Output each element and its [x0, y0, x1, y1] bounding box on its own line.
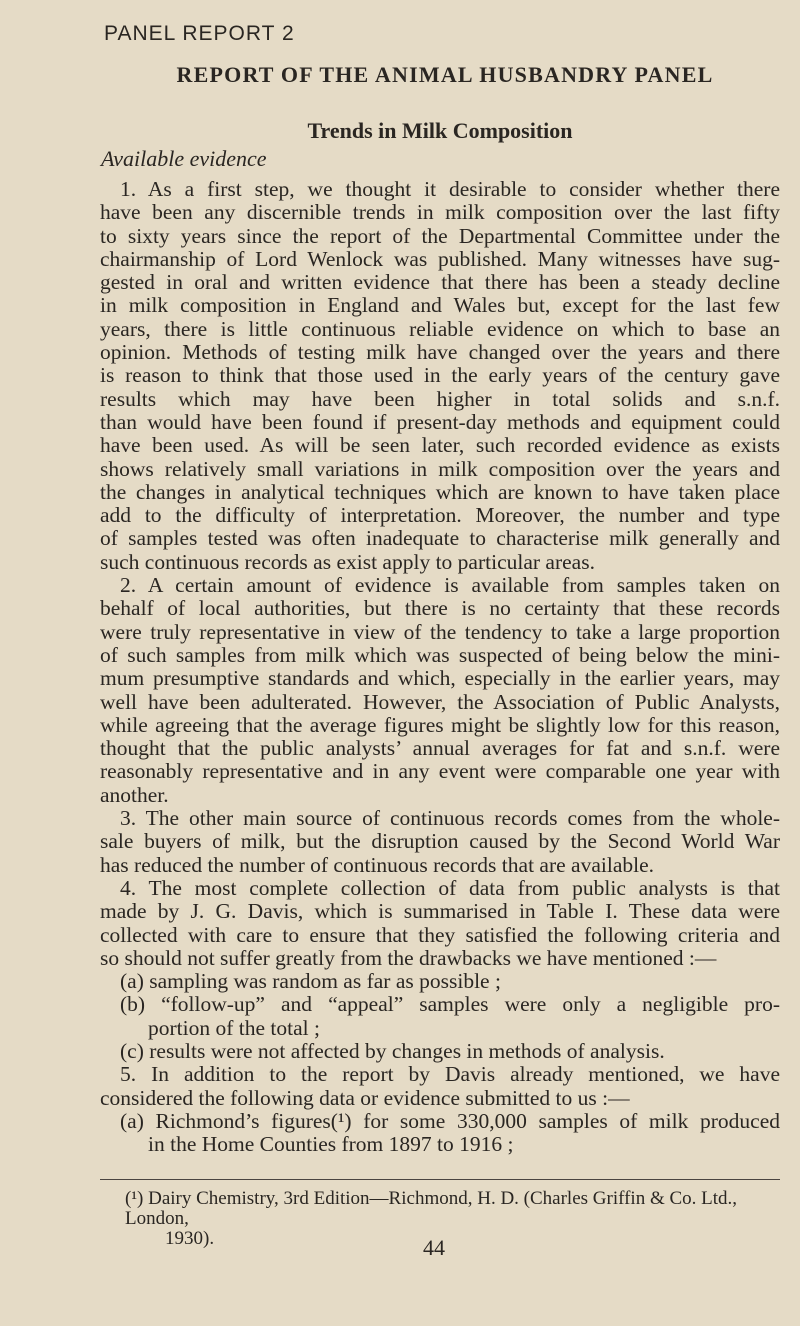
text-line: shows relatively small variations in milk composition over the years and	[100, 456, 780, 481]
section-title: Trends in Milk Composition	[307, 118, 573, 143]
text-line: were truly representative in view of the tendency to take a large proportion	[100, 619, 780, 644]
text-line: another.	[100, 782, 169, 807]
text-line: considered the following data or evidence submitted to us :—	[100, 1085, 630, 1110]
text-line: have been any discernible trends in milk composition over the last fifty	[100, 200, 780, 225]
text-line: in milk composition in England and Wales but, except for the last few	[100, 293, 780, 318]
text-line: gested in oral and written evidence that there has been a steady decline	[100, 270, 780, 295]
running-head: PANEL REPORT 2	[104, 22, 295, 45]
footnote-line: (¹) Dairy Chemistry, 3rd Edition—Richmond, H. D. (Charles Griffin & Co. Ltd., London,	[125, 1188, 738, 1229]
text-line: 3. The other main source of continuous records comes from the whole-	[120, 806, 780, 831]
text-line: of such samples from milk which was suspected of being below the mini-	[100, 642, 780, 667]
text-line: 5. In addition to the report by Davis already mentioned, we have	[120, 1062, 780, 1087]
text-line: than would have been found if present-day methods and equipment could	[100, 409, 780, 434]
list-item-continuation: portion of the total ;	[148, 1015, 320, 1040]
list-item: (a) sampling was random as far as possible ;	[120, 969, 501, 994]
list-item-continuation: in the Home Counties from 1897 to 1916 ;	[148, 1132, 514, 1157]
body-text	[100, 178, 780, 1156]
footnote	[125, 1189, 780, 1249]
text-line: while agreeing that the average figures might be slightly low for this reason,	[100, 712, 780, 737]
text-line: made by J. G. Davis, which is summarised in Table I. These data were	[100, 899, 780, 924]
list-item: (a) Richmond’s figures(¹) for some 330,000 samples of milk produced	[120, 1108, 780, 1133]
text-line: is reason to think that those used in the early years of the century gave	[100, 363, 780, 388]
text-line: mum presumptive standards and which, especially in the earlier years, may	[100, 666, 780, 691]
list-item: (c) results were not affected by changes in methods of analysis.	[120, 1038, 665, 1063]
subsection-heading: Available evidence	[101, 146, 267, 171]
text-line: add to the difficulty of interpretation. Moreover, the number and type	[100, 503, 780, 528]
text-line: opinion. Methods of testing milk have changed over the years and there	[100, 340, 780, 365]
text-line: sale buyers of milk, but the disruption caused by the Second World War	[100, 829, 780, 854]
text-line: the changes in analytical techniques which are known to have taken place	[100, 479, 780, 504]
text-line: has reduced the number of continuous records that are available.	[100, 852, 655, 877]
page-number: 44	[423, 1235, 445, 1260]
text-line: reasonably representative and in any event were comparable one year with	[100, 759, 780, 784]
list-item: (b) “follow-up” and “appeal” samples were only a negligible pro-	[120, 992, 780, 1017]
text-line: years, there is little continuous reliable evidence on which to base an	[100, 316, 780, 341]
text-line: thought that the public analysts’ annual averages for fat and s.n.f. were	[100, 736, 780, 761]
text-line: behalf of local authorities, but there is no certainty that these records	[100, 596, 780, 621]
text-line: results which may have been higher in total solids and s.n.f.	[100, 386, 780, 411]
text-line: 2. A certain amount of evidence is available from samples taken on	[120, 573, 780, 598]
footnote-line: 1930).	[165, 1228, 215, 1249]
text-line: well have been adulterated. However, the Association of Public Analysts,	[100, 689, 780, 714]
text-line: have been used. As will be seen later, such recorded evidence as exists	[100, 433, 780, 458]
text-line: to sixty years since the report of the Departmental Committee under the	[100, 223, 780, 248]
text-line: so should not suffer greatly from the drawbacks we have mentioned :—	[100, 945, 717, 970]
text-line: of samples tested was often inadequate to characterise milk generally and	[100, 526, 780, 551]
text-line: 4. The most complete collection of data from public analysts is that	[120, 875, 780, 900]
text-line: chairmanship of Lord Wenlock was published. Many witnesses have sug-	[100, 246, 780, 271]
footnote-divider	[100, 1179, 780, 1180]
report-title: REPORT OF THE ANIMAL HUSBANDRY PANEL	[176, 62, 714, 87]
text-line: collected with care to ensure that they satisfied the following criteria and	[100, 922, 780, 947]
text-line: 1. As a first step, we thought it desirable to consider whether there	[120, 177, 780, 201]
text-line: such continuous records as exist apply to particular areas.	[100, 549, 595, 574]
